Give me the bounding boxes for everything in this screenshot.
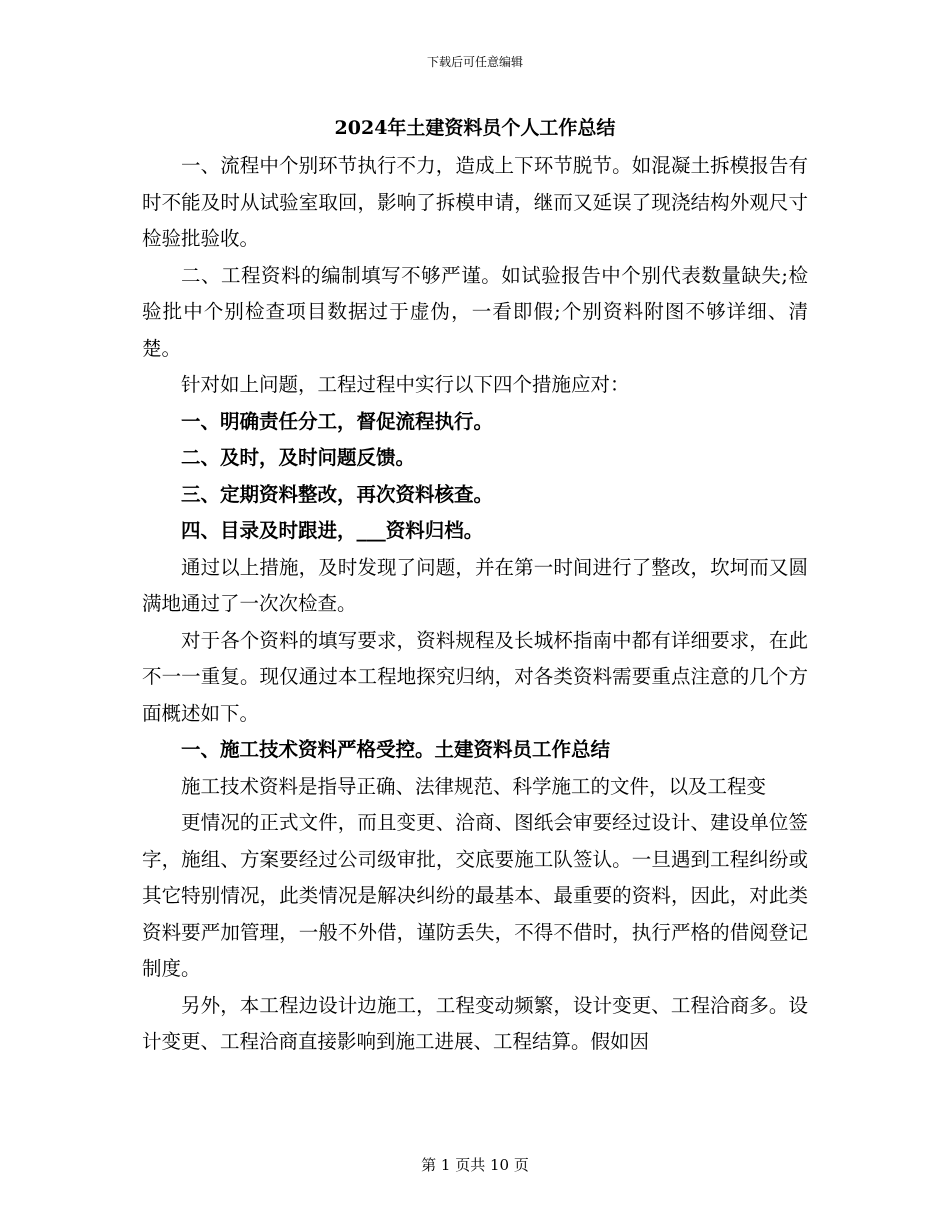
document-body: [142, 148, 808, 1061]
measure-heading: 二、及时，及时问题反馈。: [181, 446, 416, 469]
paragraph: 另外，本工程边设计边施工，工程变动频繁，设计变更、工程洽商多。设计变更、工程洽商直接影响到施工进展、工程结算。假如因: [142, 993, 808, 1053]
measure-heading: 一、明确责任分工，督促流程执行。: [181, 409, 494, 433]
paragraph: 更情况的正式文件，而且变更、洽商、图纸会审要经过设计、建设单位签字，施组、方案要经过公司级审批，交底要施工队签认。一旦遇到工程纠纷或其它特别情况，此类情况是解决纠纷的最基本、最重要的资料，因此，对此类资料要严加管理，一般不外借，谨防丢失，不得不借时，执行严格的借阅登记制度。: [142, 811, 808, 980]
document-title: 2024年土建资料员个人工作总结: [334, 117, 616, 139]
measure-heading: 三、定期资料整改，再次资料核查。: [181, 482, 494, 506]
page-header-note: 下载后可任意编辑: [426, 55, 523, 69]
measure-heading: 四、目录及时跟进，___资料归档。: [181, 519, 484, 542]
paragraph: 一、流程中个别环节执行不力，造成上下环节脱节。如混凝土拆模报告有时不能及时从试验室取回，影响了拆模申请，继而又延误了现浇结构外观尺寸检验批验收。: [142, 154, 808, 250]
section-heading: 一、施工技术资料严格受控。土建资料员工作总结: [181, 738, 611, 761]
page-footer-page-number: 第 1 页共 10 页: [421, 1156, 529, 1174]
paragraph: 针对如上问题，工程过程中实行以下四个措施应对：: [181, 373, 630, 396]
paragraph: 二、工程资料的编制填写不够严谨。如试验报告中个别代表数量缺失;检验批中个别检查项目数据过于虚伪，一看即假;个别资料附图不够详细、清楚。: [142, 263, 808, 360]
paragraph: 通过以上措施，及时发现了问题，并在第一时间进行了整改，坎坷而又圆满地通过了一次次检查。: [142, 555, 808, 615]
paragraph: 对于各个资料的填写要求，资料规程及长城杯指南中都有详细要求，在此不一一重复。现仅通过本工程地探究归纳，对各类资料需要重点注意的几个方面概述如下。: [142, 628, 808, 725]
paragraph: 施工技术资料是指导正确、法律规范、科学施工的文件，以及工程变: [181, 774, 767, 798]
